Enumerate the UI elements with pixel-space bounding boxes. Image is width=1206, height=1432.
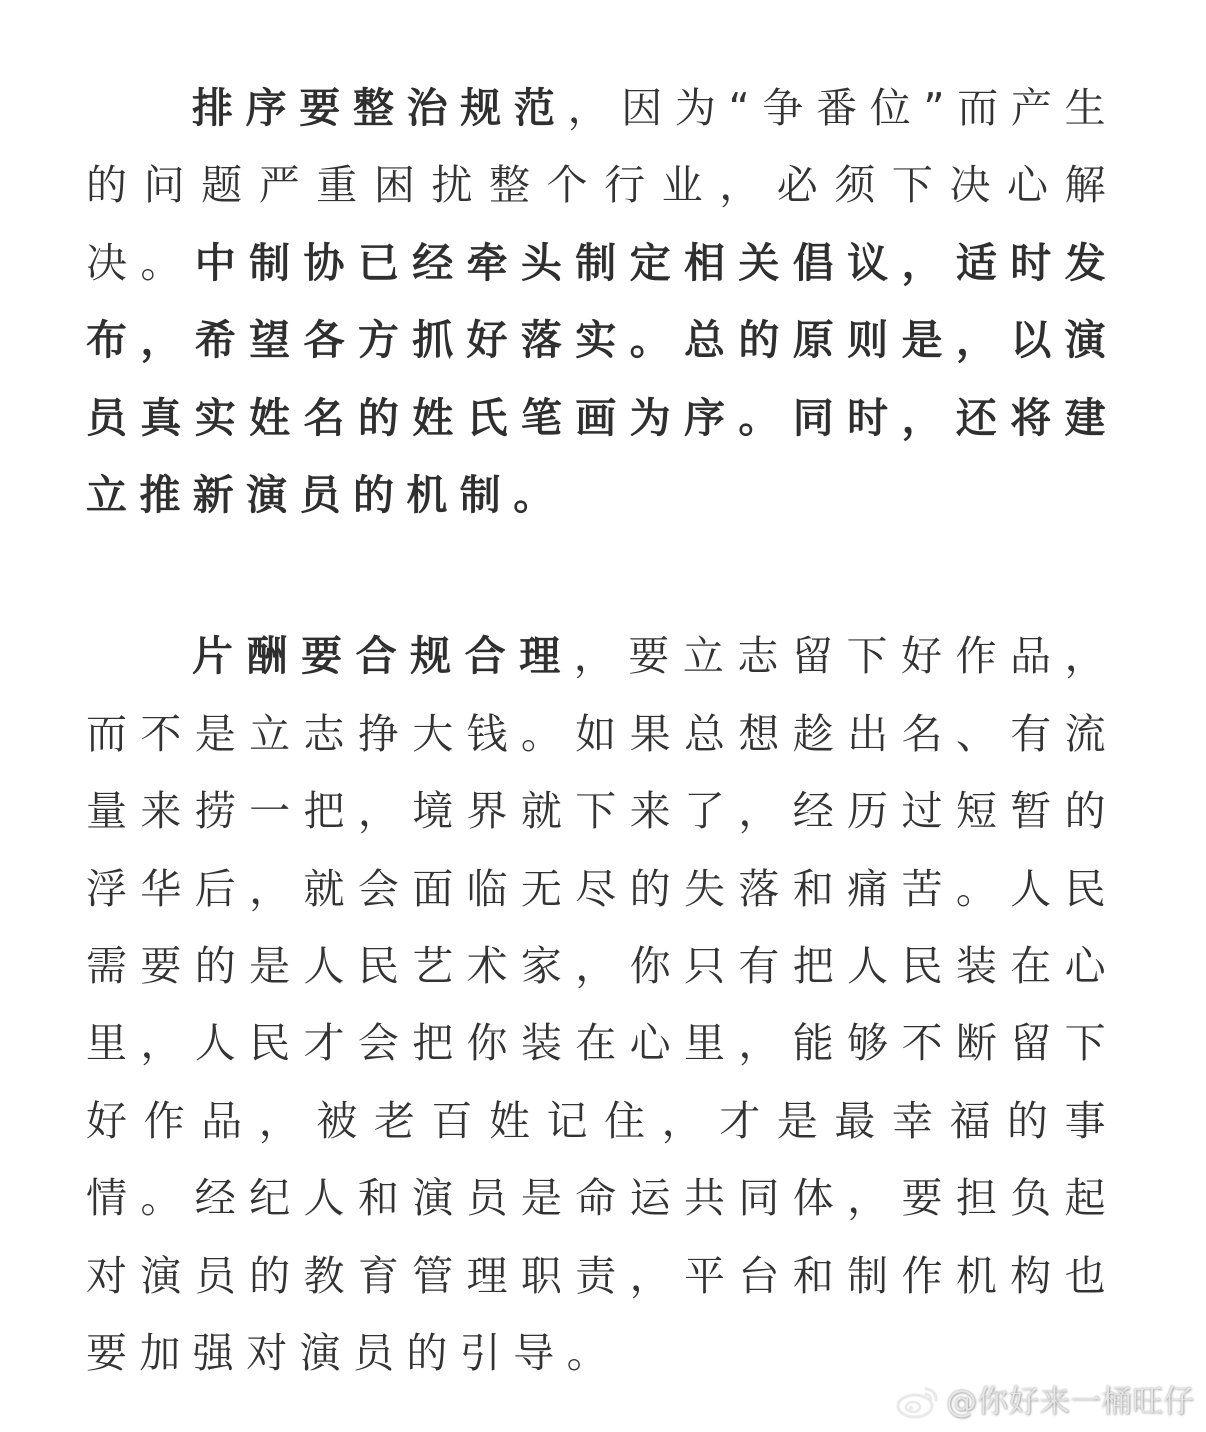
weibo-logo-icon — [896, 1384, 940, 1420]
article-body — [86, 70, 1118, 1393]
weibo-watermark — [896, 1382, 1194, 1422]
paragraph-ranking-heading: 排序要整治规范 — [192, 84, 568, 132]
paragraph-remuneration — [86, 618, 1118, 1392]
watermark-text: @你好来一桶旺仔 — [946, 1384, 1194, 1420]
paragraph-ranking — [86, 70, 1118, 534]
paragraph-ranking-emphasis: 中制协已经牵头制定相关倡议，适时发布，希望各方抓好落实。总的原则是，以演员真实姓名的姓氏笔画为序。同时，还将建立推新演员的机制。 — [86, 238, 1118, 520]
paragraph-remuneration-text: ，要立志留下好作品，而不是立志挣大钱。如果总想趁出名、有流量来捞一把，境界就下来了，经历过短暂的浮华后，就会面临无尽的失落和痛苦。人民需要的是人民艺术家，你只有把人民装在心里，人民才会把你装在心里，能够不断留下好作品，被老百姓记住，才是最幸福的事情。经纪人和演员是命运共同体，要担负起对演员的教育管理职责，平台和制作机构也要加强对演员的引导。 — [86, 632, 1118, 1378]
paragraph-ranking-text: ，因为“争番位”而产生的问题严重困扰整个行业，必须下决心解决。 — [86, 84, 1118, 287]
paragraph-remuneration-heading: 片酬要合规合理 — [192, 632, 574, 681]
